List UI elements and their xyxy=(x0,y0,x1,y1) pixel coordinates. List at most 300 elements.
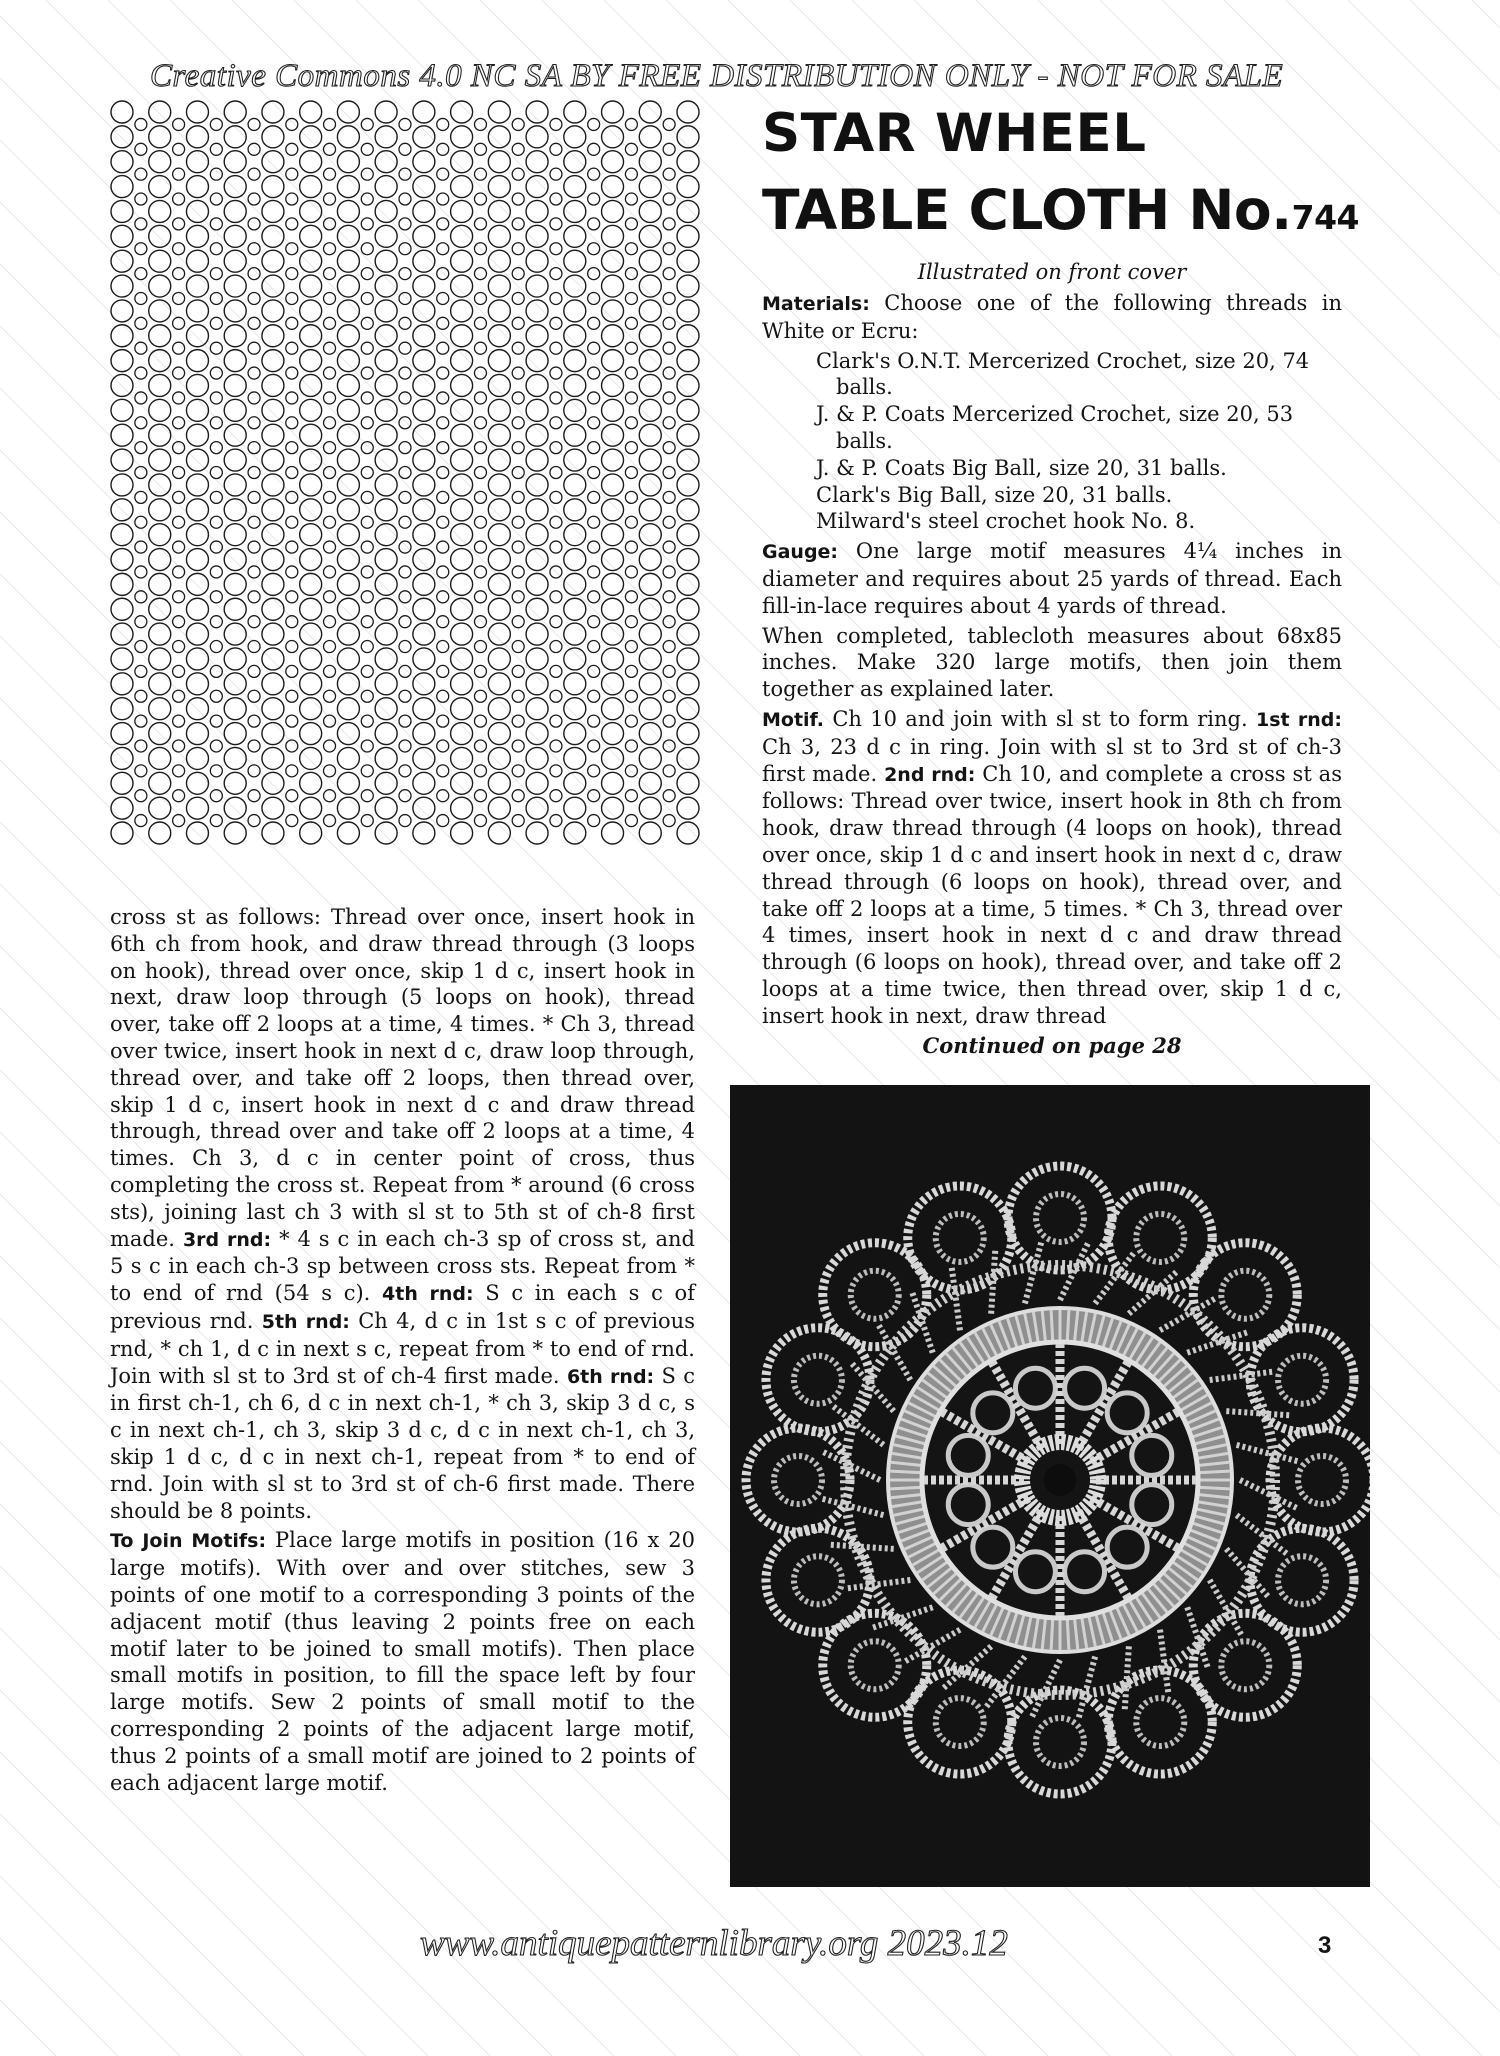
small-motif-ring xyxy=(173,467,185,479)
small-motif-ring xyxy=(248,491,260,503)
large-motif-ring xyxy=(224,598,246,620)
small-motif-ring xyxy=(248,467,260,479)
large-motif-ring xyxy=(451,797,473,819)
small-motif-ring xyxy=(437,665,449,677)
large-motif-ring xyxy=(639,549,661,571)
small-motif-ring xyxy=(135,715,147,727)
small-motif-ring xyxy=(588,616,600,628)
small-motif-ring xyxy=(361,715,373,727)
small-motif-ring xyxy=(437,243,449,255)
large-motif-ring xyxy=(564,598,586,620)
large-motif-ring xyxy=(526,723,548,745)
large-motif-ring xyxy=(149,350,171,372)
large-motif-ring xyxy=(111,499,133,521)
large-motif-ring xyxy=(677,250,699,272)
small-motif-ring xyxy=(474,243,486,255)
large-motif-ring xyxy=(413,822,435,844)
large-motif-ring xyxy=(111,723,133,745)
small-motif-ring xyxy=(399,467,411,479)
large-motif-ring xyxy=(111,176,133,198)
large-motif-ring xyxy=(639,499,661,521)
small-motif-ring xyxy=(474,317,486,329)
large-motif-ring xyxy=(300,399,322,421)
small-motif-ring xyxy=(512,740,524,752)
small-motif-ring xyxy=(625,641,637,653)
small-motif-ring xyxy=(588,541,600,553)
large-motif-ring xyxy=(300,275,322,297)
large-motif-ring xyxy=(186,300,208,322)
small-motif-ring xyxy=(361,143,373,155)
large-motif-ring xyxy=(413,101,435,123)
mesh-strand xyxy=(1125,1646,1129,1711)
small-motif-ring xyxy=(625,566,637,578)
large-motif-ring xyxy=(451,772,473,794)
large-motif-ring xyxy=(149,101,171,123)
large-motif-ring xyxy=(111,648,133,670)
large-motif-ring xyxy=(564,126,586,148)
small-motif-ring xyxy=(625,690,637,702)
large-motif-ring xyxy=(224,300,246,322)
large-motif-ring xyxy=(564,399,586,421)
thread-item: J. & P. Coats Big Ball, size 20, 31 balls. xyxy=(816,455,1227,480)
large-motif-ring xyxy=(602,449,624,471)
large-motif-ring xyxy=(300,822,322,844)
small-motif-ring xyxy=(437,118,449,130)
pattern-title-line1: STAR WHEEL xyxy=(762,103,1147,164)
small-motif-ring xyxy=(625,541,637,553)
large-motif-ring xyxy=(488,648,510,670)
large-motif-ring xyxy=(639,797,661,819)
large-motif-ring xyxy=(149,176,171,198)
small-motif-ring xyxy=(474,641,486,653)
small-motif-ring xyxy=(663,690,675,702)
large-motif-ring xyxy=(300,126,322,148)
large-motif-ring xyxy=(639,598,661,620)
small-motif-ring xyxy=(210,566,222,578)
large-motif-ring xyxy=(451,573,473,595)
large-motif-ring xyxy=(149,573,171,595)
large-motif-ring xyxy=(186,648,208,670)
small-motif-ring xyxy=(324,516,336,528)
small-motif-ring xyxy=(210,641,222,653)
large-motif-ring xyxy=(224,126,246,148)
small-motif-ring xyxy=(135,367,147,379)
round2-text: Ch 10, and complete a cross st as follows: Thread over twice, insert hook in 8th ch from hook, draw thread through (4 loops on hook), thread over once, skip 1 d c and insert hook in next d c, draw thread through (6 loops on hook), thread over, and take off 2 loops at a time, 5 times. * Ch 3, thread over 4 times, insert hook in next d c and draw thread through (6 loops on hook), thread over, and take off 2 loops at a time twice, then thread over, skip 1 d c, insert hook in next, draw thread xyxy=(762,761,1342,1028)
large-motif-ring xyxy=(526,822,548,844)
small-motif-ring xyxy=(512,790,524,802)
small-motif-ring xyxy=(550,118,562,130)
large-motif-ring xyxy=(149,723,171,745)
large-motif-ring xyxy=(564,325,586,347)
large-motif-ring xyxy=(149,499,171,521)
stitch-line xyxy=(1067,1310,1069,1340)
small-motif-ring xyxy=(512,665,524,677)
small-motif-ring xyxy=(625,491,637,503)
small-motif-ring xyxy=(173,442,185,454)
large-motif-ring xyxy=(677,151,699,173)
small-motif-ring xyxy=(248,143,260,155)
small-motif-ring xyxy=(588,765,600,777)
large-motif-ring xyxy=(602,623,624,645)
small-motif-ring xyxy=(550,616,562,628)
large-motif-ring xyxy=(300,499,322,521)
small-motif-ring xyxy=(286,491,298,503)
large-motif-ring xyxy=(639,723,661,745)
large-motif-ring xyxy=(186,126,208,148)
large-motif-ring xyxy=(488,424,510,446)
large-motif-ring xyxy=(639,573,661,595)
small-motif-ring xyxy=(286,815,298,827)
large-motif-ring xyxy=(375,101,397,123)
large-motif-ring xyxy=(224,374,246,396)
large-motif-ring xyxy=(602,300,624,322)
small-motif-ring xyxy=(663,367,675,379)
small-motif-ring xyxy=(663,491,675,503)
large-motif-ring xyxy=(262,648,284,670)
small-motif-ring xyxy=(173,292,185,304)
large-motif-ring xyxy=(300,151,322,173)
small-motif-ring xyxy=(173,790,185,802)
small-motif-ring xyxy=(286,790,298,802)
small-motif-ring xyxy=(625,218,637,230)
small-motif-ring xyxy=(173,715,185,727)
small-motif-ring xyxy=(135,641,147,653)
small-motif-ring xyxy=(437,690,449,702)
small-motif-ring xyxy=(286,765,298,777)
small-motif-ring xyxy=(210,417,222,429)
small-motif-ring xyxy=(512,467,524,479)
small-motif-ring xyxy=(399,193,411,205)
large-motif-ring xyxy=(677,747,699,769)
small-motif-ring xyxy=(437,765,449,777)
large-motif-ring xyxy=(639,176,661,198)
small-motif-ring xyxy=(210,168,222,180)
small-motif-ring xyxy=(399,740,411,752)
join-paragraph xyxy=(110,1527,695,1796)
large-motif-ring xyxy=(602,424,624,446)
small-motif-ring xyxy=(625,193,637,205)
license-header: Creative Commons 4.0 NC SA BY FREE DISTRIBUTION ONLY - NOT FOR SALE xyxy=(150,58,1284,94)
small-motif-ring xyxy=(248,193,260,205)
large-motif-ring xyxy=(262,723,284,745)
large-motif-ring xyxy=(224,250,246,272)
small-motif-ring xyxy=(324,268,336,280)
small-motif-ring xyxy=(550,641,562,653)
large-motif-ring xyxy=(639,399,661,421)
large-motif-ring xyxy=(186,549,208,571)
large-motif-ring xyxy=(224,797,246,819)
small-motif-ring xyxy=(135,790,147,802)
large-motif-ring xyxy=(526,648,548,670)
large-motif-ring xyxy=(375,399,397,421)
large-motif-ring xyxy=(300,325,322,347)
scallop-inner xyxy=(936,1214,984,1262)
large-motif-ring xyxy=(564,772,586,794)
mesh-strand xyxy=(1240,1480,1298,1509)
large-motif-ring xyxy=(677,101,699,123)
small-motif-ring xyxy=(625,143,637,155)
small-motif-ring xyxy=(135,143,147,155)
large-motif-ring xyxy=(413,698,435,720)
small-motif-ring xyxy=(474,715,486,727)
small-motif-ring xyxy=(663,740,675,752)
small-motif-ring xyxy=(512,268,524,280)
scallop-inner xyxy=(1136,1214,1184,1262)
large-motif-ring xyxy=(602,549,624,571)
large-motif-ring xyxy=(111,797,133,819)
large-motif-ring xyxy=(262,549,284,571)
small-motif-ring xyxy=(588,417,600,429)
large-motif-ring xyxy=(224,747,246,769)
large-motif-ring xyxy=(337,176,359,198)
large-motif-ring xyxy=(375,126,397,148)
watermark-line xyxy=(1348,0,1500,2056)
small-motif-ring xyxy=(625,790,637,802)
large-motif-ring xyxy=(451,300,473,322)
gauge-paragraph xyxy=(762,538,1342,619)
large-motif-ring xyxy=(413,449,435,471)
small-motif-ring xyxy=(588,268,600,280)
large-motif-ring xyxy=(677,499,699,521)
small-motif-ring xyxy=(588,467,600,479)
small-motif-ring xyxy=(437,815,449,827)
large-motif-ring xyxy=(564,623,586,645)
small-motif-ring xyxy=(588,392,600,404)
small-motif-ring xyxy=(361,367,373,379)
large-motif-ring xyxy=(149,549,171,571)
large-motif-ring xyxy=(186,225,208,247)
join-label: To Join Motifs: xyxy=(110,1530,267,1553)
round5-label: 5th rnd: xyxy=(261,1310,350,1333)
large-motif-ring xyxy=(337,772,359,794)
large-motif-ring xyxy=(111,200,133,222)
large-motif-ring xyxy=(564,474,586,496)
mesh-strand xyxy=(952,1266,960,1330)
large-motif-ring xyxy=(224,151,246,173)
large-motif-ring xyxy=(262,374,284,396)
large-motif-ring xyxy=(337,797,359,819)
large-motif-ring xyxy=(488,673,510,695)
large-motif-ring xyxy=(413,374,435,396)
round6-text: S c in first ch-1, ch 6, d c in next ch-1, * ch 3, skip 3 d c, s c in next ch-1, ch 3, skip 3 d c, d c in next ch-1, ch 3, skip 1 d c, d c in next ch-1, repeat from * to end of rnd. Join with sl st to 3rd st of ch-6 first made. There should be 8 points. xyxy=(110,1363,695,1523)
large-motif-ring xyxy=(639,698,661,720)
large-motif-ring xyxy=(300,225,322,247)
small-motif-ring xyxy=(173,541,185,553)
round5-text: Ch 4, d c in 1st s c of previous rnd, * ch 1, d c in next s c, repeat from * to end of rnd. Join with sl st to 3rd st of ch-4 first made. xyxy=(110,1308,695,1388)
large-motif-ring xyxy=(149,225,171,247)
large-motif-ring xyxy=(639,350,661,372)
large-motif-ring xyxy=(224,424,246,446)
small-motif-ring xyxy=(286,641,298,653)
small-motif-ring xyxy=(437,467,449,479)
scallop-loop xyxy=(766,1328,870,1432)
large-motif-ring xyxy=(451,275,473,297)
scallop-inner xyxy=(774,1456,822,1504)
small-motif-ring xyxy=(625,740,637,752)
small-motif-ring xyxy=(399,566,411,578)
large-motif-ring xyxy=(375,822,397,844)
large-motif-ring xyxy=(564,200,586,222)
large-motif-ring xyxy=(413,723,435,745)
large-motif-ring xyxy=(149,747,171,769)
small-motif-ring xyxy=(625,118,637,130)
small-motif-ring xyxy=(399,218,411,230)
small-motif-ring xyxy=(248,292,260,304)
small-motif-ring xyxy=(173,740,185,752)
large-motif-ring xyxy=(677,772,699,794)
large-motif-ring xyxy=(677,350,699,372)
small-motif-ring xyxy=(324,168,336,180)
small-motif-ring xyxy=(437,342,449,354)
large-motif-ring xyxy=(186,350,208,372)
small-motif-ring xyxy=(550,292,562,304)
large-motif-ring xyxy=(224,200,246,222)
scallop-inner xyxy=(851,1271,899,1319)
small-motif-ring xyxy=(399,392,411,404)
small-motif-ring xyxy=(663,392,675,404)
thread-list xyxy=(816,348,1342,536)
small-motif-ring xyxy=(135,665,147,677)
small-motif-ring xyxy=(625,417,637,429)
small-motif-ring xyxy=(361,467,373,479)
stitch-line xyxy=(1200,1471,1230,1473)
large-motif-ring xyxy=(488,225,510,247)
large-motif-ring xyxy=(677,449,699,471)
large-motif-ring xyxy=(413,573,435,595)
large-motif-ring xyxy=(224,325,246,347)
large-motif-ring xyxy=(639,126,661,148)
small-motif-ring xyxy=(588,442,600,454)
large-motif-ring xyxy=(602,200,624,222)
large-motif-ring xyxy=(413,275,435,297)
small-motif-ring xyxy=(361,516,373,528)
small-motif-ring xyxy=(361,317,373,329)
large-motif-ring xyxy=(224,524,246,546)
large-motif-ring xyxy=(488,275,510,297)
small-motif-ring xyxy=(399,790,411,802)
small-motif-ring xyxy=(663,268,675,280)
large-motif-ring xyxy=(111,474,133,496)
large-motif-ring xyxy=(639,747,661,769)
small-motif-ring xyxy=(173,168,185,180)
large-motif-ring xyxy=(602,350,624,372)
round4-label: 4th rnd: xyxy=(382,1283,474,1306)
large-motif-ring xyxy=(564,176,586,198)
scallop-loop xyxy=(1250,1328,1354,1432)
large-motif-ring xyxy=(639,449,661,471)
large-motif-ring xyxy=(262,250,284,272)
small-motif-ring xyxy=(173,616,185,628)
large-motif-ring xyxy=(526,772,548,794)
large-motif-ring xyxy=(186,151,208,173)
scallop-loop xyxy=(1008,1166,1112,1270)
materials-paragraph xyxy=(762,290,1342,345)
mesh-strand xyxy=(1025,1241,1042,1304)
large-motif-ring xyxy=(488,524,510,546)
large-motif-ring xyxy=(526,250,548,272)
large-motif-ring xyxy=(337,474,359,496)
large-motif-ring xyxy=(526,424,548,446)
scallop-inner xyxy=(1221,1641,1269,1689)
small-motif-ring xyxy=(324,292,336,304)
large-motif-ring xyxy=(677,797,699,819)
pattern-number: 744 xyxy=(1291,198,1359,237)
small-motif-ring xyxy=(135,243,147,255)
large-motif-ring xyxy=(337,200,359,222)
page-number: 3 xyxy=(1318,1932,1332,1959)
small-motif-ring xyxy=(550,740,562,752)
small-motif-ring xyxy=(625,815,637,827)
small-motif-ring xyxy=(286,342,298,354)
large-motif-ring xyxy=(602,126,624,148)
large-motif-ring xyxy=(526,300,548,322)
large-motif-ring xyxy=(413,350,435,372)
small-motif-ring xyxy=(135,317,147,329)
mesh-strand xyxy=(846,1580,910,1588)
large-motif-ring xyxy=(337,225,359,247)
small-motif-ring xyxy=(361,491,373,503)
small-motif-ring xyxy=(248,715,260,727)
large-motif-ring xyxy=(111,424,133,446)
stitch-line xyxy=(1067,1620,1069,1650)
scallop-inner xyxy=(1136,1698,1184,1746)
small-motif-ring xyxy=(663,541,675,553)
large-motif-ring xyxy=(488,723,510,745)
small-motif-ring xyxy=(210,790,222,802)
large-motif-ring xyxy=(111,126,133,148)
large-motif-ring xyxy=(186,822,208,844)
small-motif-ring xyxy=(399,516,411,528)
mesh-strand xyxy=(1210,1372,1274,1380)
small-motif-ring xyxy=(625,268,637,280)
small-motif-ring xyxy=(135,392,147,404)
scallop-inner xyxy=(1278,1356,1326,1404)
small-motif-ring xyxy=(210,815,222,827)
large-motif-ring xyxy=(224,772,246,794)
large-motif-ring xyxy=(111,747,133,769)
large-motif-ring xyxy=(564,250,586,272)
small-motif-ring xyxy=(286,740,298,752)
small-motif-ring xyxy=(248,367,260,379)
large-motif-ring xyxy=(451,648,473,670)
large-motif-ring xyxy=(639,822,661,844)
large-motif-ring xyxy=(602,797,624,819)
small-motif-ring xyxy=(248,442,260,454)
completed-paragraph: When completed, tablecloth measures about 68x85 inches. Make 320 large motifs, then join them together as explained later. xyxy=(762,623,1342,702)
small-motif-ring xyxy=(135,690,147,702)
small-motif-ring xyxy=(550,268,562,280)
small-motif-ring xyxy=(210,118,222,130)
large-motif-ring xyxy=(677,474,699,496)
large-motif-ring xyxy=(186,474,208,496)
small-motif-ring xyxy=(135,815,147,827)
large-motif-ring xyxy=(488,200,510,222)
large-motif-ring xyxy=(224,474,246,496)
small-motif-ring xyxy=(286,218,298,230)
small-motif-ring xyxy=(663,467,675,479)
small-motif-ring xyxy=(474,417,486,429)
round3-text: * 4 s c in each ch-3 sp of cross st, and 5 s c in each ch-3 sp between cross sts. Repeat from * to end of rnd (54 s c). xyxy=(110,1226,696,1306)
large-motif-ring xyxy=(186,673,208,695)
gauge-text: One large motif measures 4¼ inches in diameter and requires about 25 yards of thread. Each fill-in-lace requires about 4 yards of thread. xyxy=(762,539,1342,618)
small-motif-ring xyxy=(286,715,298,727)
large-motif-ring xyxy=(375,573,397,595)
small-motif-ring xyxy=(324,342,336,354)
large-motif-ring xyxy=(451,698,473,720)
small-motif-ring xyxy=(210,292,222,304)
small-motif-ring xyxy=(286,541,298,553)
large-motif-ring xyxy=(262,598,284,620)
